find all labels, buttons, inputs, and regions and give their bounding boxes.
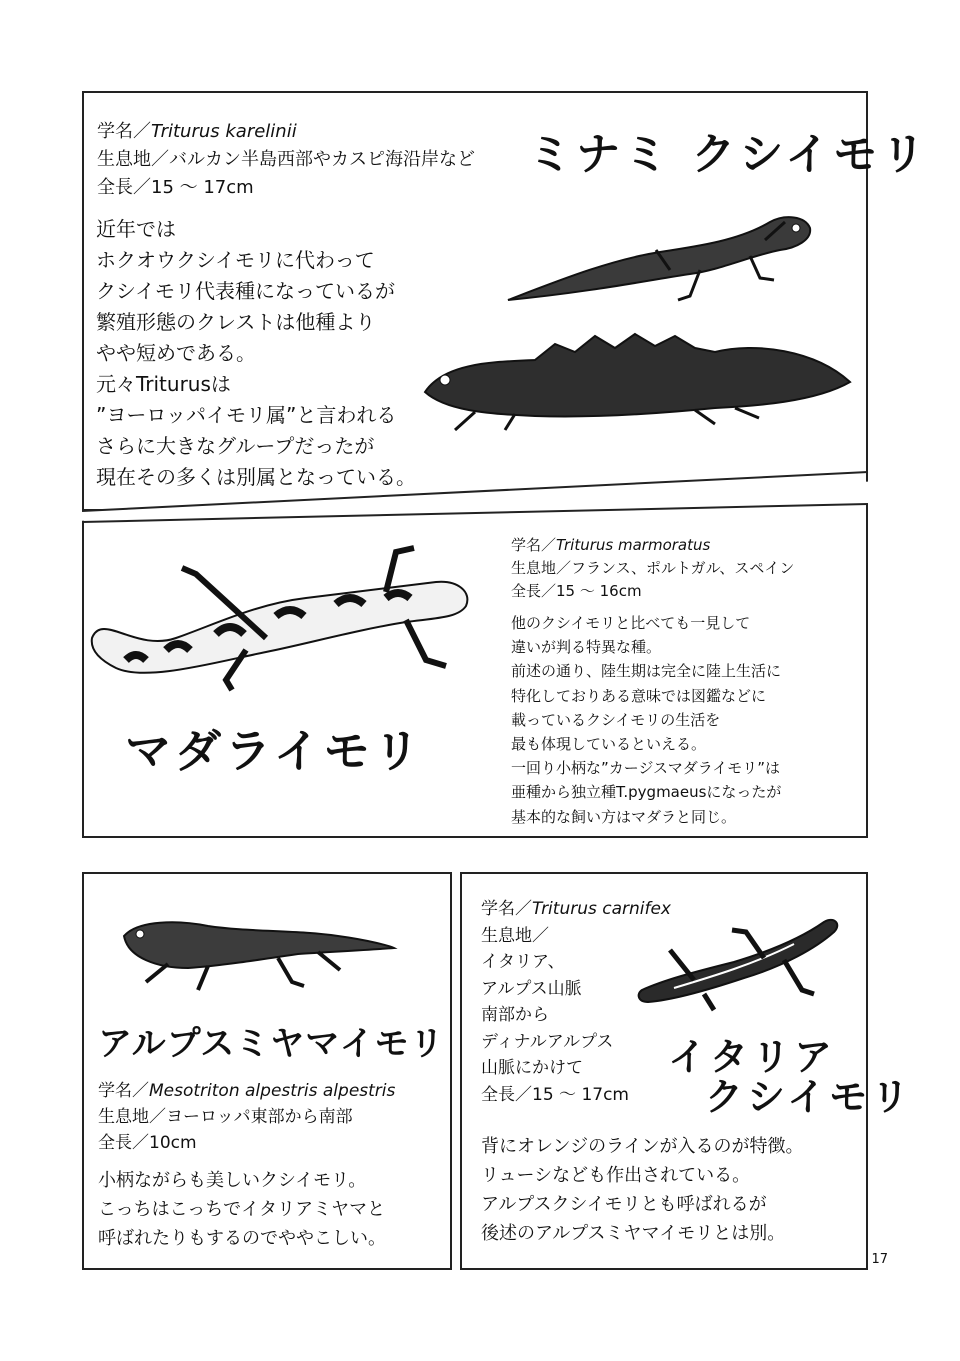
panel4-habitat-line: ディナルアルプス (481, 1031, 614, 1052)
panel1-scientific-name: Triturus karelinii (151, 121, 297, 142)
newt-illustration-marmoratus (86, 542, 478, 696)
panel4-body: 背にオレンジのラインが入るのが特徴。 リューシなども作出されている。 アルプスクシイモリとも呼ばれるが 後述のアルプスミヤマイモリとは別。 (481, 1136, 804, 1244)
panel2-title: マダライモリ (125, 724, 424, 778)
panel1-habitat: バルカン半島西部やカスピ海沿岸など (169, 149, 475, 170)
panel2-length: 15 ～ 16cm (556, 582, 642, 600)
panel4-length: 15 ～ 17cm (532, 1084, 629, 1105)
panel1-info (97, 118, 475, 202)
panel4-habitat-line: アルプス山脈 (481, 978, 582, 999)
panel1-length-row: 全長／15 ～ 17cm (97, 177, 254, 198)
panel1-body: 近年では ホクオウクシイモリに代わって クシイモリ代表種になっているが 繁殖形態のクレストは他種より やや短めである。 元々Triturusは ”ヨーロッパイモリ属”と言われる さらに大きなグループだったが 現在その多くは別属となっている。 (96, 217, 416, 489)
panel2-body: 他のクシイモリと比べても一見して 違いが判る特異な種。 前述の通り、陸生期は完全に陸上生活に 特化しておりある意味では図鑑などに 載っているクシイモリの生活を 最も体現しているといえる。 一回り小柄な”カージスマダライモリ”は 亜種から独立種T.pygmaeusになったが 基本的な飼い方はマダラと同じ。 (511, 614, 782, 826)
panel2-habitat: フランス、ポルトガル、スペイン (571, 559, 795, 577)
panel4-title-line2: クシイモリ (705, 1075, 914, 1119)
panel4-scientific-row: 学名／Triturus carnifex (481, 899, 671, 919)
panel1-title: ミナミ クシイモリ (528, 129, 930, 180)
page-number: 17 (871, 1252, 888, 1267)
panel1-scientific-row: 学名／Triturus karelinii (97, 121, 297, 142)
panel2-length-row: 全長／15 ～ 16cm (511, 582, 642, 600)
newt-illustration-karelinii-terrestrial (500, 200, 820, 310)
panel2-habitat-row: 生息地／フランス、ポルトガル、スペイン (511, 559, 795, 577)
panel4-title-line1: イタリア (668, 1035, 837, 1079)
panel4-habitat-line: イタリア、 (481, 952, 565, 972)
panel4-habitat-line: 南部から (481, 1005, 549, 1025)
panel4-length-row: 全長／15 ～ 17cm (481, 1084, 629, 1105)
panel2-info (511, 534, 794, 603)
panel3-length: 10cm (149, 1133, 197, 1153)
panel3-habitat-row: 生息地／ヨーロッパ東部から南部 (98, 1107, 353, 1127)
newt-illustration-alpestris (118, 906, 398, 1000)
panel4-habitat-line: 山脈にかけて (481, 1058, 583, 1078)
panel1-length: 15 ～ 17cm (151, 177, 254, 198)
panel4-habitat-label: 生息地／ (481, 925, 549, 946)
panel3-length-row: 全長／10cm (98, 1133, 197, 1153)
panel2-scientific-row: 学名／Triturus marmoratus (511, 536, 711, 554)
panel4-scientific-name: Triturus carnifex (532, 899, 671, 919)
newt-illustration-carnifex (634, 910, 846, 1014)
panel2-scientific-name: Triturus marmoratus (556, 536, 711, 554)
panel3-scientific-row: 学名／Mesotriton alpestris alpestris (98, 1081, 396, 1101)
panel3-info (98, 1078, 395, 1156)
panel3-habitat: ヨーロッパ東部から南部 (166, 1107, 353, 1127)
panel3-body: 小柄ながらも美しいクシイモリ。 こっちはこっちでイタリアミヤマと 呼ばれたりもするのでややこしい。 (98, 1170, 386, 1249)
newt-illustration-karelinii-breeding (415, 322, 855, 434)
panel3-title: アルプスミヤマイモリ (98, 1024, 445, 1064)
panel3-scientific-name: Mesotriton alpestris alpestris (149, 1081, 396, 1101)
panel1-habitat-row: 生息地／バルカン半島西部やカスピ海沿岸など (97, 149, 475, 170)
panel2-top-edge (82, 502, 870, 526)
